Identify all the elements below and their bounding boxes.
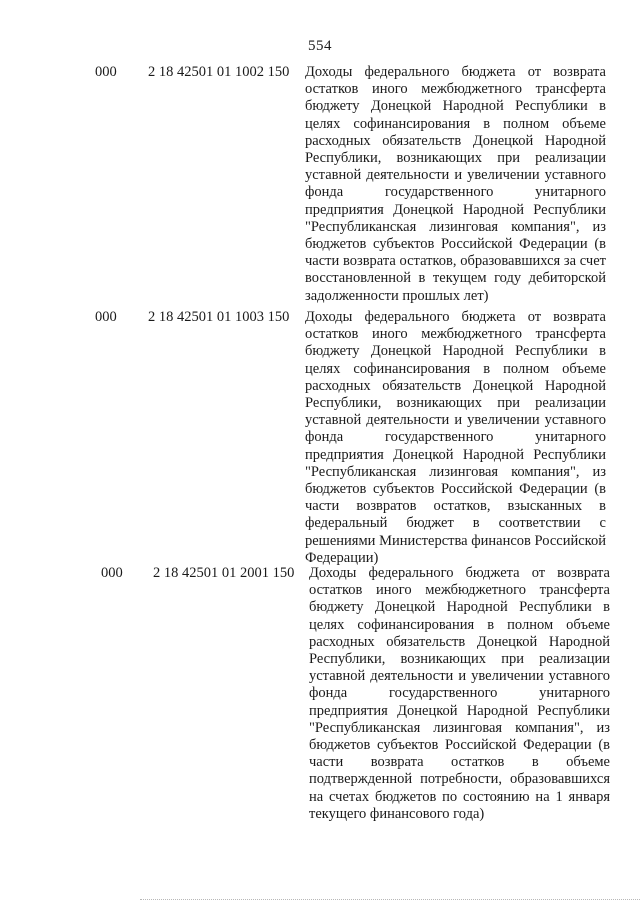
budget-classification-code: 2 18 42501 01 2001 150	[153, 565, 295, 581]
budget-classification-code: 2 18 42501 01 1002 150	[148, 64, 290, 80]
scan-edge-line	[140, 899, 640, 900]
revenue-description: Доходы федерального бюджета от возврата остатков иного межбюджетного трансферта бюджету Донецкой Народной Республики в целях софинансирования в полном объеме расходных обязательств Донецкой Народной Республики, возникающих при реализации уставной деятельности и увеличении уставного фонда государственного унитарного предприятия Донецкой Народной Республики "Республиканская лизинговая компания", из бюджетов субъектов Российской Федерации (в части возвратов остатков, взысканных в федеральный бюджет в соответствии с решениями Министерства финансов Российской Федерации)	[305, 309, 606, 566]
page-number: 554	[308, 38, 332, 54]
admin-code: 000	[95, 64, 117, 80]
admin-code: 000	[101, 565, 123, 581]
revenue-description: Доходы федерального бюджета от возврата остатков иного межбюджетного трансферта бюджету Донецкой Народной Республики в целях софинансирования в полном объеме расходных обязательств Донецкой Народной Республики, возникающих при реализации уставной деятельности и увеличении уставного фонда государственного унитарного предприятия Донецкой Народной Республики "Республиканская лизинговая компания", из бюджетов субъектов Российской Федерации (в части возврата остатков в объеме подтвержденной потребности, образовавшихся на счетах бюджетов по состоянию на 1 января текущего финансового года)	[309, 565, 610, 822]
admin-code: 000	[95, 309, 117, 325]
budget-classification-code: 2 18 42501 01 1003 150	[148, 309, 290, 325]
revenue-description: Доходы федерального бюджета от возврата остатков иного межбюджетного трансферта бюджету Донецкой Народной Республики в целях софинансирования в полном объеме расходных обязательств Донецкой Народной Республики, возникающих при реализации уставной деятельности и увеличении уставного фонда государственного унитарного предприятия Донецкой Народной Республики "Республиканская лизинговая компания", из бюджетов субъектов Российской Федерации (в части возврата остатков, образовавшихся за счет восстановленной в текущем году дебиторской задолженности прошлых лет)	[305, 64, 606, 304]
